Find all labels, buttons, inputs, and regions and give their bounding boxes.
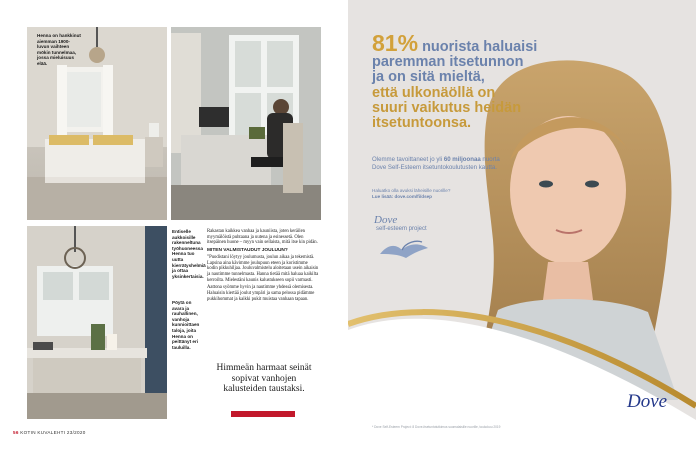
- pull-quote-accent-bar: [231, 411, 295, 417]
- self-esteem-project-logo: [372, 214, 442, 260]
- page-number: 56: [13, 430, 19, 435]
- workroom-photo: [171, 27, 321, 220]
- folio-text: KOTIN KUVALEHTI 23/2020: [20, 430, 86, 435]
- kitchen-photo: [27, 226, 167, 419]
- page-folio: [13, 430, 86, 435]
- dove-bird-icon: [372, 214, 442, 260]
- more-info-question: Haluatko olla avuksi läheisille nuorille?: [372, 188, 451, 193]
- headline-text: itsetuntoonsa.: [372, 115, 472, 132]
- photo-caption-overlay: Henna on hankkinut aiemman 1900-luvun vaihteen mökin tunnelmaa, jossa mieluisuus elää.: [37, 33, 81, 66]
- side-caption-1: Entiselle aukkoisille rakenneltuna työhuoneessa Henna tuo uutta kierrätyshelmiä ja ottaa yksinkertaisia.: [172, 229, 206, 279]
- headline-text: suuri vaikutus heidän: [372, 99, 522, 116]
- headline-text: että ulkonäöllä on: [372, 84, 496, 101]
- subtext-part: Olemme tavoittaneet jo yli: [372, 156, 444, 163]
- headline-text: paremman itsetunnon: [372, 54, 524, 71]
- dove-brand-logo: Dove: [627, 391, 668, 412]
- ad-subtext: [372, 156, 502, 171]
- side-caption-2: Pöytä on avara ja rauhallinen, vanhoja kunnioittaen taloja, joita Henna on peittänyt eri tauluilla.: [172, 300, 200, 350]
- ad-more-info: [372, 188, 502, 199]
- ad-headline: [372, 30, 582, 132]
- logo-dove-word: Dove: [374, 214, 398, 226]
- dove-advertisement: [348, 0, 696, 450]
- subtext-part: nuorta Dove Self-Esteem itsetuntokoulutusten kautta.: [372, 156, 500, 171]
- body-paragraph: Rakastan kaikkea vanhaa ja kauniista, joten keräilen myymälöistä puhtaana ja uutena ja esinessetä. Olen itsepäinen huone – myyn vain sellaista, mitä itse kin pidän.: [207, 229, 318, 246]
- headline-text: ja on sitä mieltä,: [372, 69, 485, 86]
- body-paragraph: Aattona syömme hyvin ja nautimme yhdessä olemisesta. Haluaisin kiertää joulut ympäri ja sama pelossa pidämme pukkihommat ja kaikki pukit muistaa vanhaan tapaan.: [207, 285, 315, 302]
- article-body: [207, 229, 319, 304]
- body-paragraph: ”Puodistani löytyy joulumusta, joulun aikaa ja tekemistä. Lapsina aina kävimme joulupuun eteen ja koristimme kodin pikkuhiljaa. Jouluvalmistelu aloitetaan usein aikaisin ja nautimme tunnelmasta. Hanna tietää mitä haluaa kaikilta kerroilta. Mielestäni kaunis kalustukseen sopii varmasti.: [207, 254, 319, 283]
- more-info-link[interactable]: Lue lisää: dove.com/fi/dsep: [372, 193, 432, 199]
- ad-fine-print: * Dove Self-Esteem Project: 8 Dove-itsetuntotutkimus suomalaisille nuorille, toukokuu 2019: [372, 425, 501, 429]
- subtext-highlight: 60 miljoonaa: [443, 156, 481, 163]
- headline-text: nuorista haluaisi: [418, 39, 538, 55]
- pull-quote: Himmeän harmaat seinät sopivat vanhojen kalusteiden taustaksi.: [216, 363, 312, 394]
- logo-subtitle: self-esteem project: [376, 226, 427, 232]
- headline-percentage: 81%: [372, 30, 419, 56]
- article-subhead: MITEN VALMISTAUDUT JOULUUN?: [207, 248, 288, 254]
